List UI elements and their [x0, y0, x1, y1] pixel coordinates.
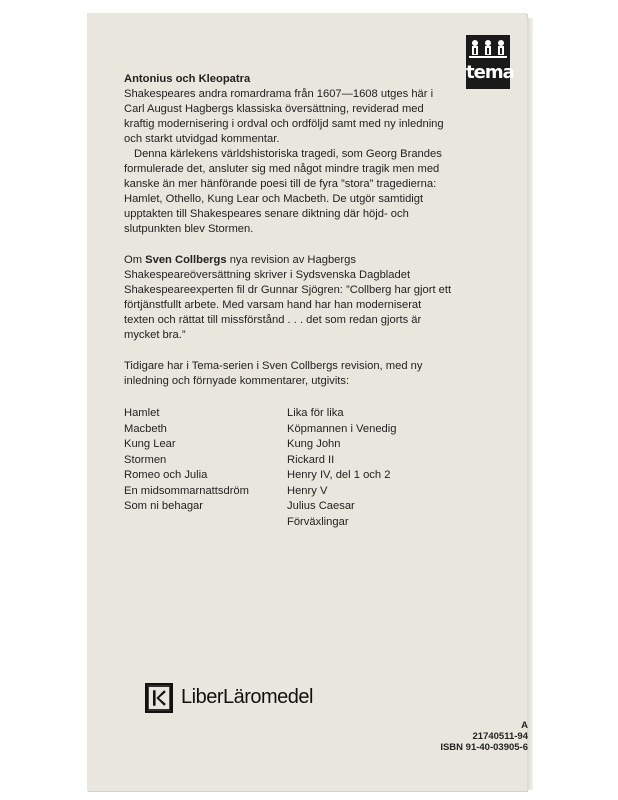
isbn-block: [440, 720, 528, 753]
list-item: Stormen: [124, 453, 167, 466]
list-item: Henry V: [287, 484, 328, 497]
edition-letter: A: [521, 720, 528, 731]
list-item: Som ni behagar: [124, 500, 203, 512]
review-paragraph: [124, 253, 454, 343]
list-item: Lika för lika: [287, 407, 344, 419]
review-text: nya revision av Hagbergs Shakespeareöversättning skriver i Sydsvenska Dagbladet Shakespeareexperten fil dr Gunnar Sjögren: ”Collberg har gjort ett förtjänstfullt arbete. Med varsam hand har han moderniserat texten och rättat till missförstånd . . . det som redan gjorts är mycket bra.”: [124, 254, 452, 341]
tema-logo: [466, 35, 514, 89]
titles-column-left: [124, 406, 249, 515]
list-item: Romeo och Julia: [124, 469, 208, 481]
reviser-name: Sven Collbergs: [145, 254, 227, 266]
list-item: Hamlet: [124, 407, 160, 419]
list-item: Julius Caesar: [287, 500, 355, 512]
tema-logo-text: tema: [466, 62, 514, 83]
blurb: [124, 72, 454, 389]
cover-edge: [527, 18, 533, 790]
intro-paragraph: Shakespeares andra romardrama från 1607—1608 utges här i Carl August Hagbergs klassiska översättning, reviderad med kraftig modernisering i ordval och ordföljd samt med ny inledning och starkt utvidgad kommentar.: [124, 88, 444, 145]
isbn-number: ISBN 91-40-03905-6: [440, 742, 528, 753]
liber-mark-icon: [145, 683, 173, 713]
tragedy-paragraph: Denna kärlekens världshistoriska tragedi, som Georg Brandes formulerade det, ansluter sig med något mindre tragik men med kanske än mer hänförande poesi till de fyra ”stora” tragedierna: Hamlet, Othello, Kung Lear och Macbeth. De utgör samtidigt upptakten till Shakespeares senare diktning där höjd- och slutpunkten blev Stormen.: [124, 148, 442, 235]
product-number: 21740511-94: [472, 731, 528, 742]
publisher-name: LiberLäromedel: [181, 686, 313, 708]
titles-column-right: [287, 406, 396, 530]
book-title: Antonius och Kleopatra: [124, 73, 251, 85]
list-item: Kung John: [287, 438, 341, 450]
series-intro: Tidigare har i Tema-serien i Sven Collbergs revision, med ny inledning och förnyade kommentarer, utgivits:: [124, 360, 423, 387]
list-item: Kung Lear: [124, 438, 176, 450]
list-item: Köpmannen i Venedig: [287, 422, 397, 435]
review-prefix: Om: [124, 254, 146, 266]
list-item: Macbeth: [124, 422, 167, 435]
list-item: Förväxlingar: [287, 515, 349, 528]
list-item: En midsommarnattsdröm: [124, 484, 249, 497]
list-item: Rickard II: [287, 453, 335, 466]
masks-icon: [469, 38, 507, 60]
list-item: Henry IV, del 1 och 2: [287, 469, 391, 481]
